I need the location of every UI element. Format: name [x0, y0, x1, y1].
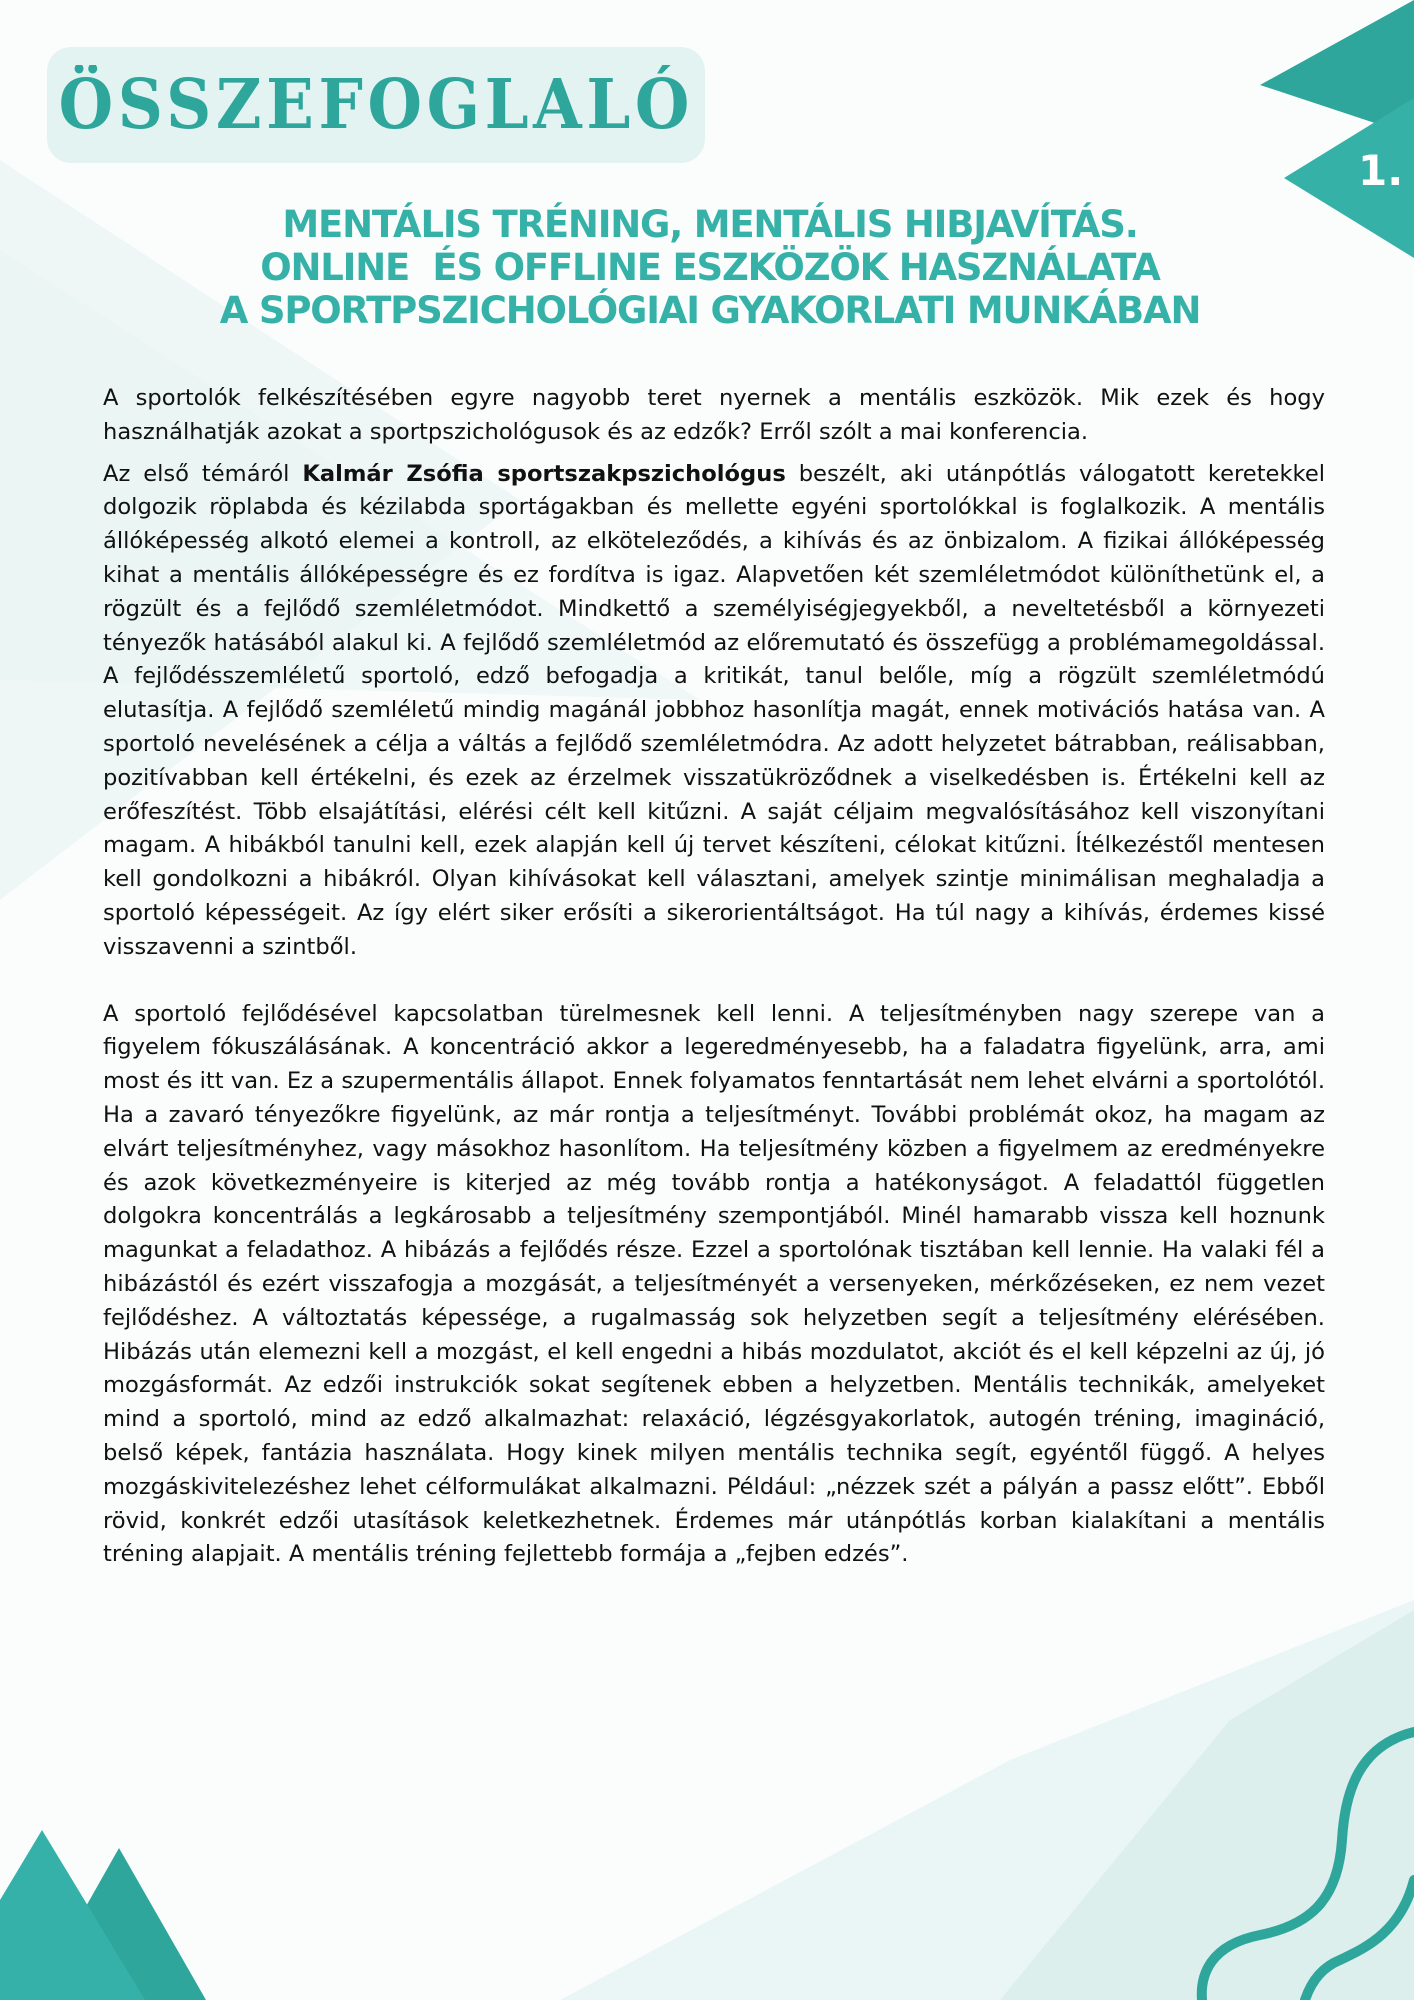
- article-body: [103, 382, 1325, 1572]
- page-number: 1.: [1358, 146, 1404, 195]
- page-title: ÖSSZEFOGLALÓ: [58, 65, 694, 145]
- header-badge: [47, 47, 705, 163]
- speaker-name: Kalmár Zsófia sportszakpszichológus: [302, 460, 786, 487]
- document-subtitle: [90, 203, 1330, 332]
- first-topic-paragraph: [103, 458, 1325, 965]
- subtitle-line-3: A SPORTPSZICHOLÓGIAI GYAKORLATI MUNKÁBAN: [219, 289, 1201, 332]
- subtitle-line-2: ONLINE ÉS OFFLINE ESZKÖZÖK HASZNÁLATA: [260, 246, 1160, 289]
- intro-paragraph: A sportolók felkészítésében egyre nagyobb teret nyernek a mentális eszközök. Mik ezek és hogy használhatják azokat a sportpszichológusok és az edzők? Erről szólt a mai konferencia.: [103, 385, 1325, 445]
- paragraph-lead: Az első témáról: [103, 460, 303, 487]
- paragraph-text: beszélt, aki utánpótlás válogatott keretekkel dolgozik röplabda és kézilabda sportágakban és mellette egyéni sportolókkal is foglalkozik. A mentális állóképesség alkotó elemei a kontroll, az elköteleződés, a kihívás és az önbizalom. A fizikai állóképesség kihat a mentális állóképességre és ez fordítva is igaz. Alapvetően két szemléletmódot különíthetünk el, a rögzült és a fejlődő szemléletmódot. Mindkettő a személyiségjegyekből, a neveltetésből a környezeti tényezők hatásából alakul ki. A fejlődő szemléletmód az előremutató és összefügg a problémamegoldással. A fejlődésszemléletű sportoló, edző befogadja a kritikát, tanul belőle, míg a rögzült szemléletmódú elutasítja. A fejlődő szemléletű mindig magánál jobbhoz hasonlítja magát, ennek motivációs hatása van. A sportoló nevelésének a célja a váltás a fejlődő szemléletmódra. Az adott helyzetet bátrabban, reálisabban, pozitívabban kell értékelni, és ezek az érzelmek visszatükröződnek a viselkedésben is. Értékelni kell az erőfeszítést. Több elsajátítási, elérési célt kell kitűzni. A saját céljaim megvalósításához kell viszonyítani magam. A hibákból tanulni kell, ezek alapján kell új tervet készíteni, célokat kitűzni. Ítélkezéstől mentesen kell gondolkozni a hibákról. Olyan kihívásokat kell választani, amelyek szintje minimálisan meghaladja a sportoló képességeit. Az így elért siker erősíti a sikerorientáltságot. Ha túl nagy a kihívás, érdemes kissé visszavenni a szintből.: [103, 460, 1325, 960]
- subtitle-line-1: MENTÁLIS TRÉNING, MENTÁLIS HIBJAVÍTÁS.: [282, 203, 1138, 246]
- second-paragraph: A sportoló fejlődésével kapcsolatban türelmesnek kell lenni. A teljesítményben nagy szerepe van a figyelem fókuszálásának. A koncentráció akkor a legeredményesebb, ha a faladatra figyelünk, arra, ami most és itt van. Ez a szupermentális állapot. Ennek folyamatos fenntartását nem lehet elvárni a sportolótól. Ha a zavaró tényezőkre figyelünk, az már rontja a teljesítményt. További problémát okoz, ha magam az elvárt teljesítményhez, vagy másokhoz hasonlítom. Ha teljesítmény közben a figyelmem az eredményekre és azok következményeire is kiterjed az még tovább rontja a hatékonyságot. A feladattól független dolgokra koncentrálás a legkárosabb a teljesítmény szempontjából. Minél hamarabb vissza kell hoznunk magunkat a feladathoz. A hibázás a fejlődés része. Ezzel a sportolónak tisztában kell lennie. Ha valaki fél a hibázástól és ezért visszafogja a mozgását, a teljesítményét a versenyeken, mérkőzéseken, ez nem vezet fejlődéshez. A változtatás képessége, a rugalmasság sok helyzetben segít a teljesítmény elérésében. Hibázás után elemezni kell a mozgást, el kell engedni a hibás mozdulatot, akciót és el kell képzelni az új, jó mozgásformát. Az edzői instrukciók sokat segítenek ebben a helyzetben. Mentális technikák, amelyeket mind a sportoló, mind az edző alkalmazhat: relaxáció, légzésgyakorlatok, autogén tréning, imagináció, belső képek, fantázia használata. Hogy kinek milyen mentális technika segít, egyéntől függő. A helyes mozgáskivitelezéshez lehet célformulákat alkalmazni. Például: „nézzek szét a pályán a passz előtt”. Ebből rövid, konkrét edzői utasítások keletkezhetnek. Érdemes már utánpótlás korban kialakítani a mentális tréning alapjait. A mentális tréning fejlettebb formája a „fejben edzés”.: [103, 1000, 1325, 1568]
